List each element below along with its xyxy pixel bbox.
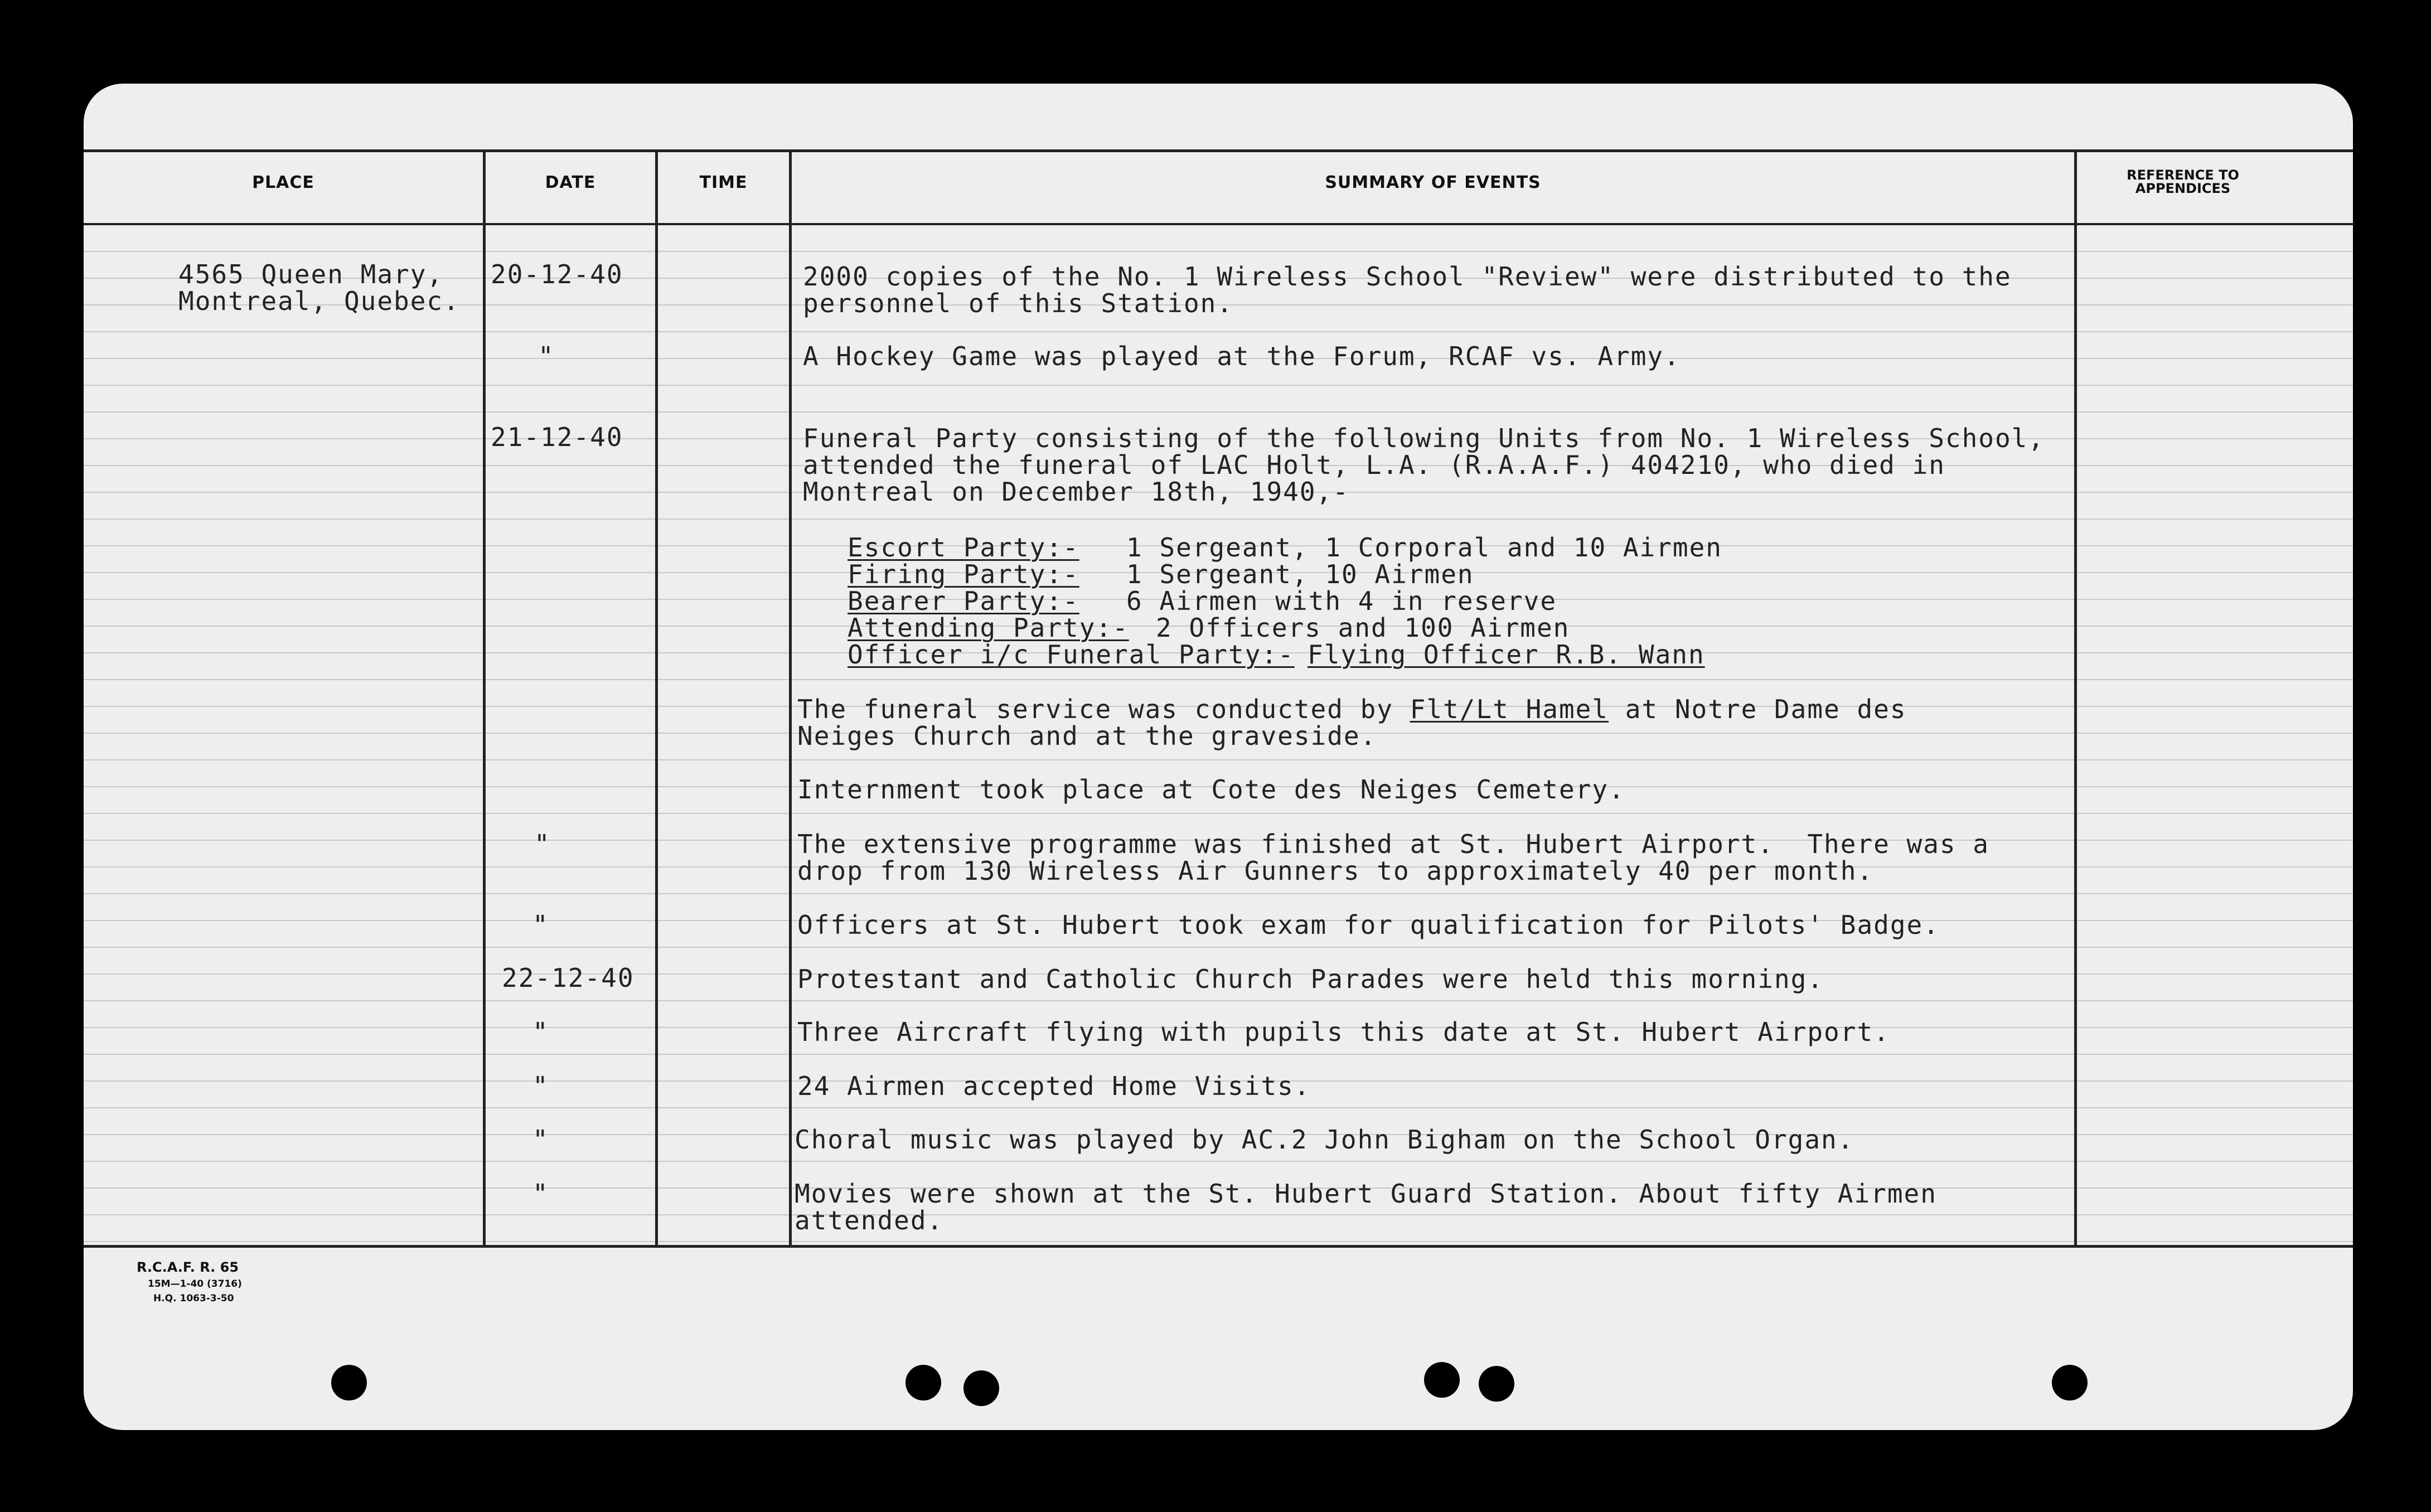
place-line-2: Montreal, Quebec. <box>178 286 460 316</box>
header-place: PLACE <box>252 173 314 192</box>
entry-line: personnel of this Station. <box>803 288 1234 318</box>
punch-hole <box>331 1365 367 1400</box>
entry-line: Montreal on December 18th, 1940,- <box>803 477 1349 507</box>
entry-date-ditto: " <box>532 1071 549 1101</box>
ruled-line <box>84 1107 2353 1108</box>
ruled-line <box>84 1000 2353 1001</box>
header-summary: SUMMARY OF EVENTS <box>1325 173 1541 192</box>
punch-hole <box>1479 1366 1514 1402</box>
punch-hole <box>1424 1362 1460 1398</box>
entry-date: 20-12-40 <box>491 259 623 289</box>
entry-line: Three Aircraft flying with pupils this date at St. Hubert Airport. <box>797 1017 1890 1047</box>
entry-line: Movies were shown at the St. Hubert Guard Station. About fifty Airmen <box>795 1179 1937 1209</box>
form-id-line-3: H.Q. 1063-3-50 <box>153 1293 234 1304</box>
header-date: DATE <box>545 173 596 192</box>
ruled-line <box>84 411 2353 413</box>
party-label: Officer i/c Funeral Party:- <box>848 639 1295 670</box>
entry-line: attended. <box>795 1205 944 1235</box>
entry-line: 24 Airmen accepted Home Visits. <box>797 1071 1311 1101</box>
party-label: Bearer Party:- <box>848 586 1079 616</box>
entry-line: Choral music was played by AC.2 John Bigham on the School Organ. <box>795 1125 1854 1155</box>
table-bottom-border <box>84 1245 2353 1248</box>
party-label: Escort Party:- <box>848 532 1079 563</box>
ruled-line <box>84 518 2353 520</box>
column-divider-place-date <box>483 149 486 1248</box>
party-value: 2 Officers and 100 Airmen <box>1156 613 1570 643</box>
entry-date-ditto: " <box>532 910 549 940</box>
ruled-line <box>84 679 2353 680</box>
place-line-1: 4565 Queen Mary, <box>178 259 444 289</box>
ruled-line <box>84 1054 2353 1055</box>
entry-date-ditto: " <box>538 341 555 371</box>
ruled-line <box>84 251 2353 252</box>
party-label: Attending Party:- <box>848 613 1129 643</box>
entry-line: The extensive programme was finished at St. Hubert Airport. There was a <box>797 829 1989 859</box>
entry-date-ditto: " <box>532 1017 549 1047</box>
entry-line: 2000 copies of the No. 1 Wireless School "Review" were distributed to the <box>803 261 2012 292</box>
punch-hole <box>905 1365 941 1400</box>
diary-card <box>84 84 2353 1430</box>
header-time: TIME <box>699 173 748 192</box>
ruled-line <box>84 331 2353 332</box>
header-bottom-border <box>84 223 2353 225</box>
entry-line: Protestant and Catholic Church Parades were held this morning. <box>797 964 1824 994</box>
column-divider-summary-reference <box>2074 149 2077 1248</box>
entry-line: attended the funeral of LAC Holt, L.A. (R.A.A.F.) 404210, who died in <box>803 450 1945 480</box>
service-line-1: The funeral service was conducted by Flt/Lt Hamel at Notre Dame des <box>797 694 1907 724</box>
form-id-line-1: R.C.A.F. R. 65 <box>137 1259 239 1275</box>
entry-line: Officers at St. Hubert took exam for qualification for Pilots' Badge. <box>797 910 1940 940</box>
entry-date-ditto: " <box>532 1179 549 1209</box>
ruled-line <box>84 813 2353 814</box>
ruled-line <box>84 1161 2353 1162</box>
column-divider-time-summary <box>789 149 792 1248</box>
party-label: Firing Party:- <box>848 559 1079 589</box>
party-value: 1 Sergeant, 1 Corporal and 10 Airmen <box>1126 532 1722 563</box>
ruled-line <box>84 1214 2353 1215</box>
entry-date-ditto: " <box>534 829 551 859</box>
service-line-2: Neiges Church and at the graveside. <box>797 721 1377 751</box>
entry-date-ditto: " <box>532 1125 549 1155</box>
ruled-line <box>84 385 2353 386</box>
party-value: Flying Officer R.B. Wann <box>1307 639 1705 670</box>
entry-line: drop from 130 Wireless Air Gunners to approximately 40 per month. <box>797 856 1874 886</box>
ruled-line <box>84 1241 2353 1242</box>
party-value: 1 Sergeant, 10 Airmen <box>1126 559 1474 589</box>
ruled-line <box>84 759 2353 760</box>
ruled-line <box>84 947 2353 948</box>
party-value: 6 Airmen with 4 in reserve <box>1126 586 1557 616</box>
entry-date: 21-12-40 <box>491 422 623 452</box>
ruled-line <box>84 893 2353 894</box>
entry-line: Funeral Party consisting of the following Units from No. 1 Wireless School, <box>803 423 2045 453</box>
column-divider-date-time <box>655 149 658 1248</box>
entry-line: A Hockey Game was played at the Forum, RCAF vs. Army. <box>803 341 1681 371</box>
header-reference: REFERENCE TO APPENDICES <box>2127 167 2239 196</box>
table-top-border <box>84 149 2353 152</box>
entry-date: 22-12-40 <box>502 963 635 993</box>
form-id-line-2: 15M—1-40 (3716) <box>148 1278 242 1290</box>
internment-line: Internment took place at Cote des Neiges Cemetery. <box>797 774 1625 805</box>
punch-hole <box>963 1370 999 1406</box>
punch-hole <box>2052 1365 2088 1400</box>
